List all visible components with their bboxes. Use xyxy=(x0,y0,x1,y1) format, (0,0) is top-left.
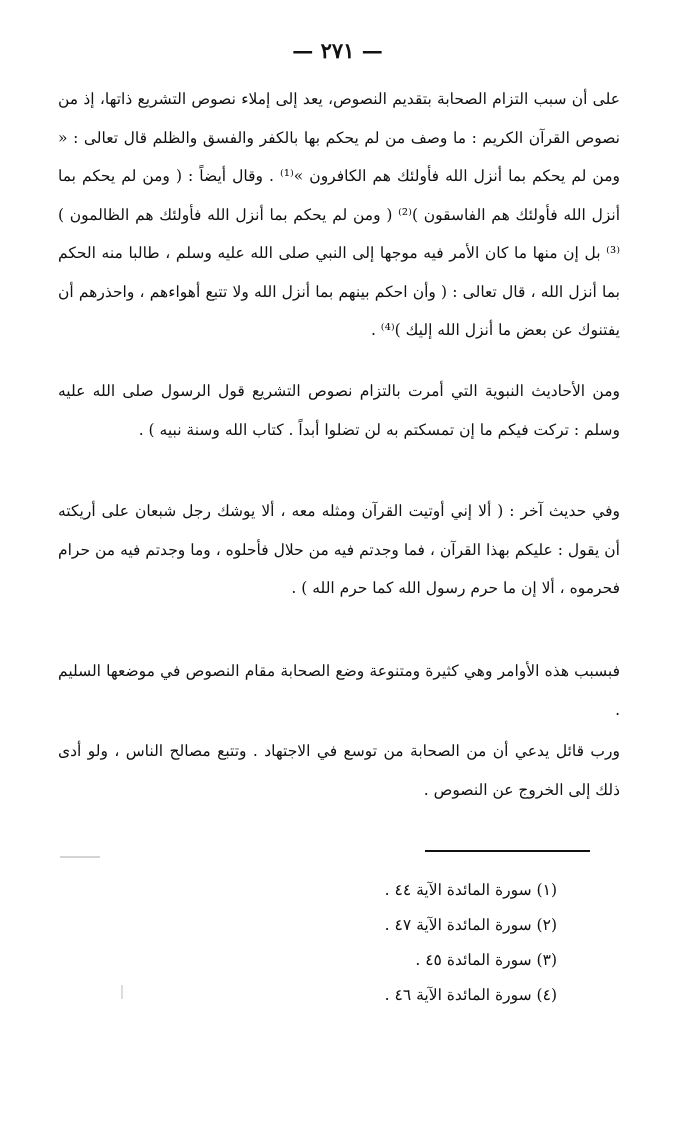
body-text xyxy=(58,80,620,799)
scan-speck xyxy=(60,856,100,858)
paragraph-4: فبسبب هذه الأوامر وهي كثيرة ومتنوعة وضع الصحابة مقام النصوص في موضعها السليم . xyxy=(58,662,620,719)
footnotes-list xyxy=(257,873,557,1013)
page-number: — ٢٧١ — xyxy=(292,38,383,63)
footnote-separator xyxy=(425,850,590,852)
paragraph-1: على أن سبب التزام الصحابة بتقديم النصوص، يعد إلى إملاء نصوص التشريع ذاتها، إذ من نصوص القرآن الكريم : ما وصف من لم يحكم بها بالكفر والفسق والظلم قال تعالى : « ومن لم يحكم بما أنزل الله فأولئك هم الكافرون »⁽¹⁾ . وقال أيضاً : ( ومن لم يحكم بما أنزل الله فأولئك هم الفاسقون )⁽²⁾ ( ومن لم يحكم بما أنزل الله فأولئك هم الظالمون )⁽³⁾ بل إن منها ما كان الأمر فيه موجها إلى النبي صلى الله عليه وسلم ، طالبا منه الحكم بما أنزل الله ، قال تعالى : ( وأن احكم بينهم بما أنزل الله ولا تتبع أهواءهم ، واحذرهم أن يفتنوك عن بعض ما أنزل الله إليك )⁽⁴⁾ . xyxy=(58,90,620,339)
paragraph-5: ورب قائل يدعي أن من الصحابة من توسع في الاجتهاد . وتتبع مصالح الناس ، ولو أدى ذلك إلى الخروج عن النصوص . xyxy=(58,742,620,799)
footnote-2: (٢) سورة المائدة الآية ٤٧ . xyxy=(384,916,557,934)
scan-speck xyxy=(121,985,123,999)
paragraph-3: وفي حديث آخر : ( ألا إني أوتيت القرآن ومثله معه ، ألا يوشك رجل شبعان على أريكته أن يقول : عليكم بهذا القرآن ، فما وجدتم فيه من حلال فأحلوه ، وما وجدتم فيه من حرام فحرموه ، ألا إن ما حرم رسول الله كما حرم الله ) . xyxy=(58,502,620,597)
footnote-1: (١) سورة المائدة الآية ٤٤ . xyxy=(384,881,557,899)
footnote-3: (٣) سورة المائدة ٤٥ . xyxy=(415,951,557,969)
paragraph-2: ومن الأحاديث النبوية التي أمرت بالتزام نصوص التشريع قول الرسول صلى الله عليه وسلم : تركت فيكم ما إن تمسكتم به لن تضلوا أبداً . كتاب الله وسنة نبيه ) . xyxy=(58,382,620,439)
footnote-4: (٤) سورة المائدة الآية ٤٦ . xyxy=(384,986,557,1004)
